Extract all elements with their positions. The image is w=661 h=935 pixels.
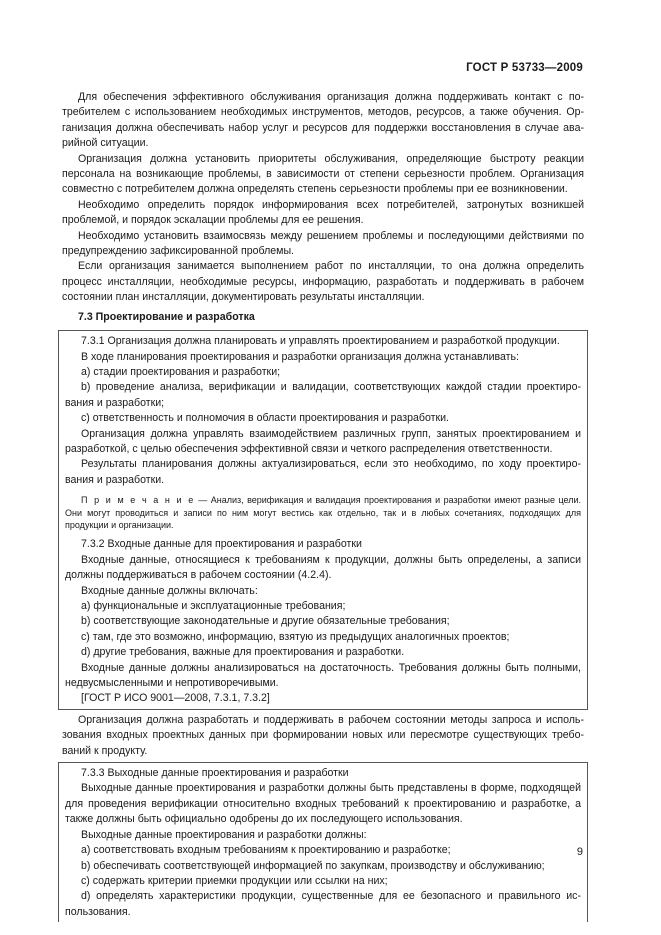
quoted-box-7-3-3 (58, 762, 588, 922)
paragraph: Для обеспечения эффективного обслуживания организация должна поддерживать контакт с потребителем с использованием необходимых инструментов, методов, ресурсов, а также обучения. Организация должна обеспечивать набор услуг и ресурсов для поддержки восстановления в случае аварийной ситуации. (62, 91, 584, 150)
quoted-box-7-3-1 (58, 330, 588, 710)
box-line: c) ответственность и полномочия в области проектирования и разработки. (81, 412, 449, 425)
note-text: — Анализ, верификация и валидация проектирования и разработки имеют разные цели. Они могут проводиться и записи по ним могут вестись как отдельно, так и в любых сочетаниях, подходящих для продукции и организации. (65, 495, 582, 530)
box-line: a) функциональные и эксплуатационные требования; (81, 600, 346, 612)
standard-header: ГОСТ Р 53733—2009 (466, 62, 583, 74)
box-line: Входные данные должны включать: (81, 584, 258, 597)
box-line: 7.3.2 Входные данные для проектирования и разработки (81, 538, 362, 551)
box-line: Входные данные должны анализироваться на достаточность. Требования должны быть полными, недвусмысленными и непротиворечивыми. (65, 661, 581, 690)
box-line: Выходные данные проектирования и разработки должны: (81, 828, 367, 841)
box-line: Результаты планирования должны актуализироваться, если это необходимо, по ходу проектирования и разработки. (65, 458, 581, 486)
box-line: b) соответствующие законодательные и другие обязательные требования; (81, 615, 450, 628)
box-line: b) проведение анализа, верификации и валидации, соответствующих каждой стадии проектирования и разработки; (65, 381, 581, 409)
box-line: b) обеспечивать соответствующей информацией по закупкам, производству и обслуживанию; (81, 859, 545, 872)
paragraph: Необходимо определить порядок информирования всех потребителей, затронутых возникшей проблемой, и порядок эскалации проблемы для ее решения. (62, 198, 584, 227)
box-line: В ходе планирования проектирования и разработки организация должна устанавливать: (81, 350, 519, 363)
box-line: 7.3.1 Организация должна планировать и управлять проектированием и разработкой продукции. (81, 335, 560, 348)
box-line: 7.3.3 Выходные данные проектирования и разработки (81, 767, 349, 780)
document-body (62, 90, 584, 922)
section-heading: 7.3 Проектирование и разработка (78, 310, 255, 323)
box-line: Выходные данные проектирования и разработки должны быть представлены в форме, подходящей для проведения верификации относительно входных требований к проектированию и разработке, а также должны быть официально одобрены до их последующего использования. (65, 782, 581, 826)
note (65, 494, 581, 531)
page-number: 9 (576, 846, 583, 858)
box-line: Организация должна управлять взаимодействием различных групп, занятых проектированием и разработкой, с целью обеспечения эффективной связи и четкого распределения ответственности. (65, 427, 581, 455)
box-line: a) соответствовать входным требованиям к проектированию и разработке; (81, 844, 451, 857)
paragraph: Если организация занимается выполнением работ по инсталляции, то она должна определить процесс инсталляции, необходимые ресурсы, информацию, разработать и поддерживать в рабочем состоянии план инсталляции, документировать результаты инсталляции. (62, 260, 584, 304)
box-line: c) содержать критерии приемки продукции или ссылки на них; (81, 874, 388, 887)
paragraph: Организация должна установить приоритеты обслуживания, определяющие быстроту реакции персонала на возникающие проблемы, в зависимости от степени серьезности проблем. Организация совместно с потребителем должна определять степень серьезности проблемы при ее возникновении. (62, 152, 584, 196)
citation: [ГОСТ Р ИСО 9001—2008, 7.3.1, 7.3.2] (81, 692, 270, 705)
paragraph: Необходимо установить взаимосвязь между решением проблемы и последующими действиями по предупреждению зафиксированной проблемы. (62, 229, 584, 258)
paragraph: Организация должна разработать и поддерживать в рабочем состоянии методы запроса и использования входных проектных данных при формировании новых или пересмотре существующих требований к продукту. (62, 713, 584, 757)
box-line: a) стадии проектирования и разработки; (81, 365, 281, 378)
box-line: c) там, где это возможно, информацию, взятую из предыдущих аналогичных проектов; (81, 630, 510, 643)
box-line: d) другие требования, важные для проектирования и разработки. (81, 646, 405, 659)
note-label: П р и м е ч а н и е (81, 495, 195, 506)
box-line: d) определять характеристики продукции, существенные для ее безопасного и правильного использования. (65, 890, 581, 918)
box-line: Входные данные, относящиеся к требованиям к продукции, должны быть определены, а записи должны поддерживаться в рабочем состоянии (4.2.4). (65, 553, 581, 582)
